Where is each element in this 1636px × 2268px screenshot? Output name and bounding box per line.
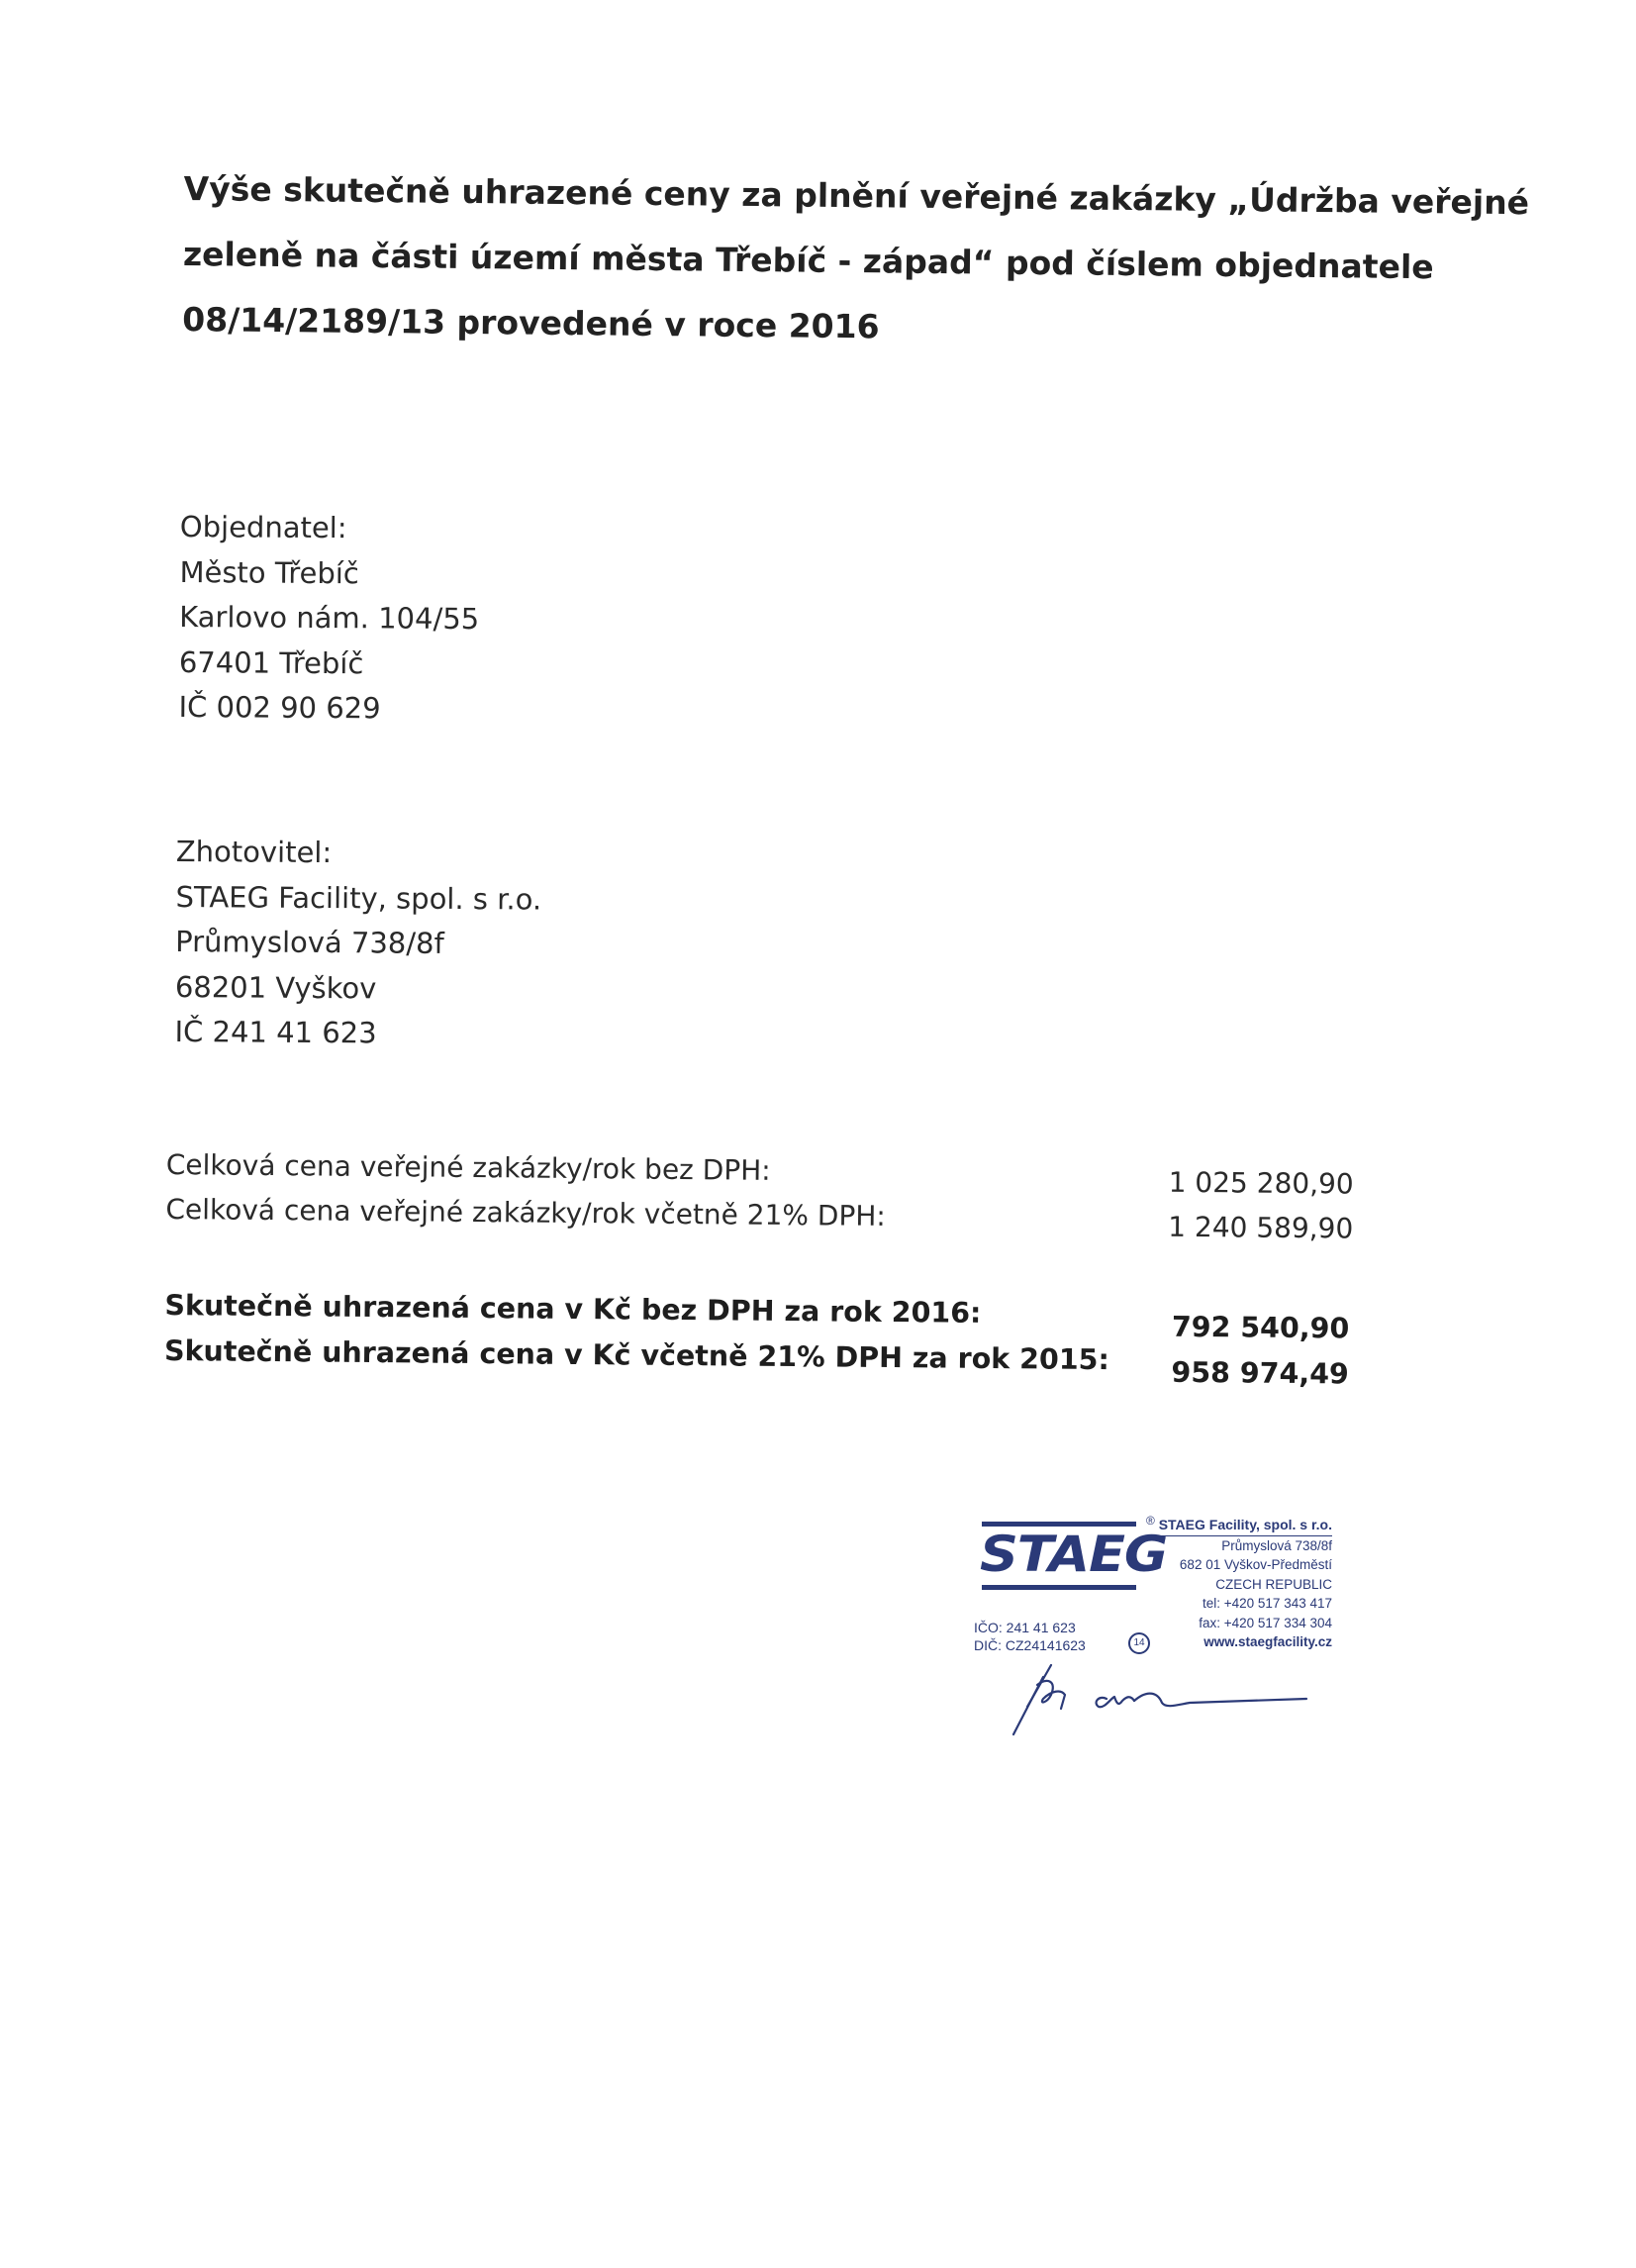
contractor-block [174,830,541,1057]
price-label: Celková cena veřejné zakázky/rok bez DPH: [165,1148,771,1187]
ordering-party-name: Město Třebíč [179,554,359,590]
contractor-city: 68201 Vyškov [174,969,377,1005]
document-title [182,156,1530,365]
contractor-id: IČ 241 41 623 [174,1014,377,1050]
stamp-city: 682 01 Vyškov-Předměstí [1179,1557,1332,1572]
ordering-party-id: IČ 002 90 629 [178,689,381,726]
paid-price-value: 792 540,90 [1171,1310,1350,1345]
registered-mark: ® [1146,1514,1155,1528]
title-line: 08/14/2189/13 provedené v roce 2016 [182,299,880,346]
company-logo: STAEG [980,1526,1168,1583]
logo-bar [982,1585,1136,1590]
paid-price-label: Skutečně uhrazená cena v Kč včetně 21% DPH za rok 2015: [163,1333,1110,1377]
stamp-website: www.staegfacility.cz [1203,1634,1332,1649]
handwritten-signature [1000,1655,1326,1744]
stamp-phone: tel: +420 517 343 417 [1203,1596,1332,1611]
stamp-address [1159,1516,1332,1652]
ordering-party-block [178,505,480,733]
contractor-street: Průmyslová 738/8f [175,924,444,960]
title-line: Výše skutečně uhrazené ceny za plnění veřejné zakázky „Údržba veřejné [183,168,1530,223]
stamp-company-name: STAEG Facility, spol. s r.o. [1159,1516,1332,1536]
stamp-country: CZECH REPUBLIC [1215,1576,1332,1592]
paid-price-label: Skutečně uhrazená cena v Kč bez DPH za rok 2016: [164,1288,982,1330]
paid-price-value: 958 974,49 [1171,1355,1350,1391]
ordering-party-heading: Objednatel: [179,509,347,545]
price-summary [164,1148,1354,1392]
price-value: 1 025 280,90 [1168,1165,1354,1201]
price-label: Celková cena veřejné zakázky/rok včetně 21% DPH: [165,1192,886,1233]
stamp-fax: fax: +420 517 334 304 [1199,1615,1332,1630]
ordering-party-city: 67401 Třebíč [178,644,364,680]
circled-number-mark: 14 [1128,1632,1150,1654]
stamp-dic: DIČ: CZ24141623 [974,1637,1086,1653]
stamp-street: Průmyslová 738/8f [1221,1537,1332,1553]
contractor-heading: Zhotovitel: [175,834,333,870]
paid-price-group [164,1289,1353,1392]
ordering-party-street: Karlovo nám. 104/55 [179,599,480,637]
contractor-name: STAEG Facility, spol. s r.o. [175,879,542,917]
price-value: 1 240 589,90 [1168,1210,1354,1245]
stamp-ico: IČO: 241 41 623 [974,1620,1076,1635]
title-line: zeleně na části území města Třebíč - západ“ pod číslem objednatele [182,234,1434,287]
